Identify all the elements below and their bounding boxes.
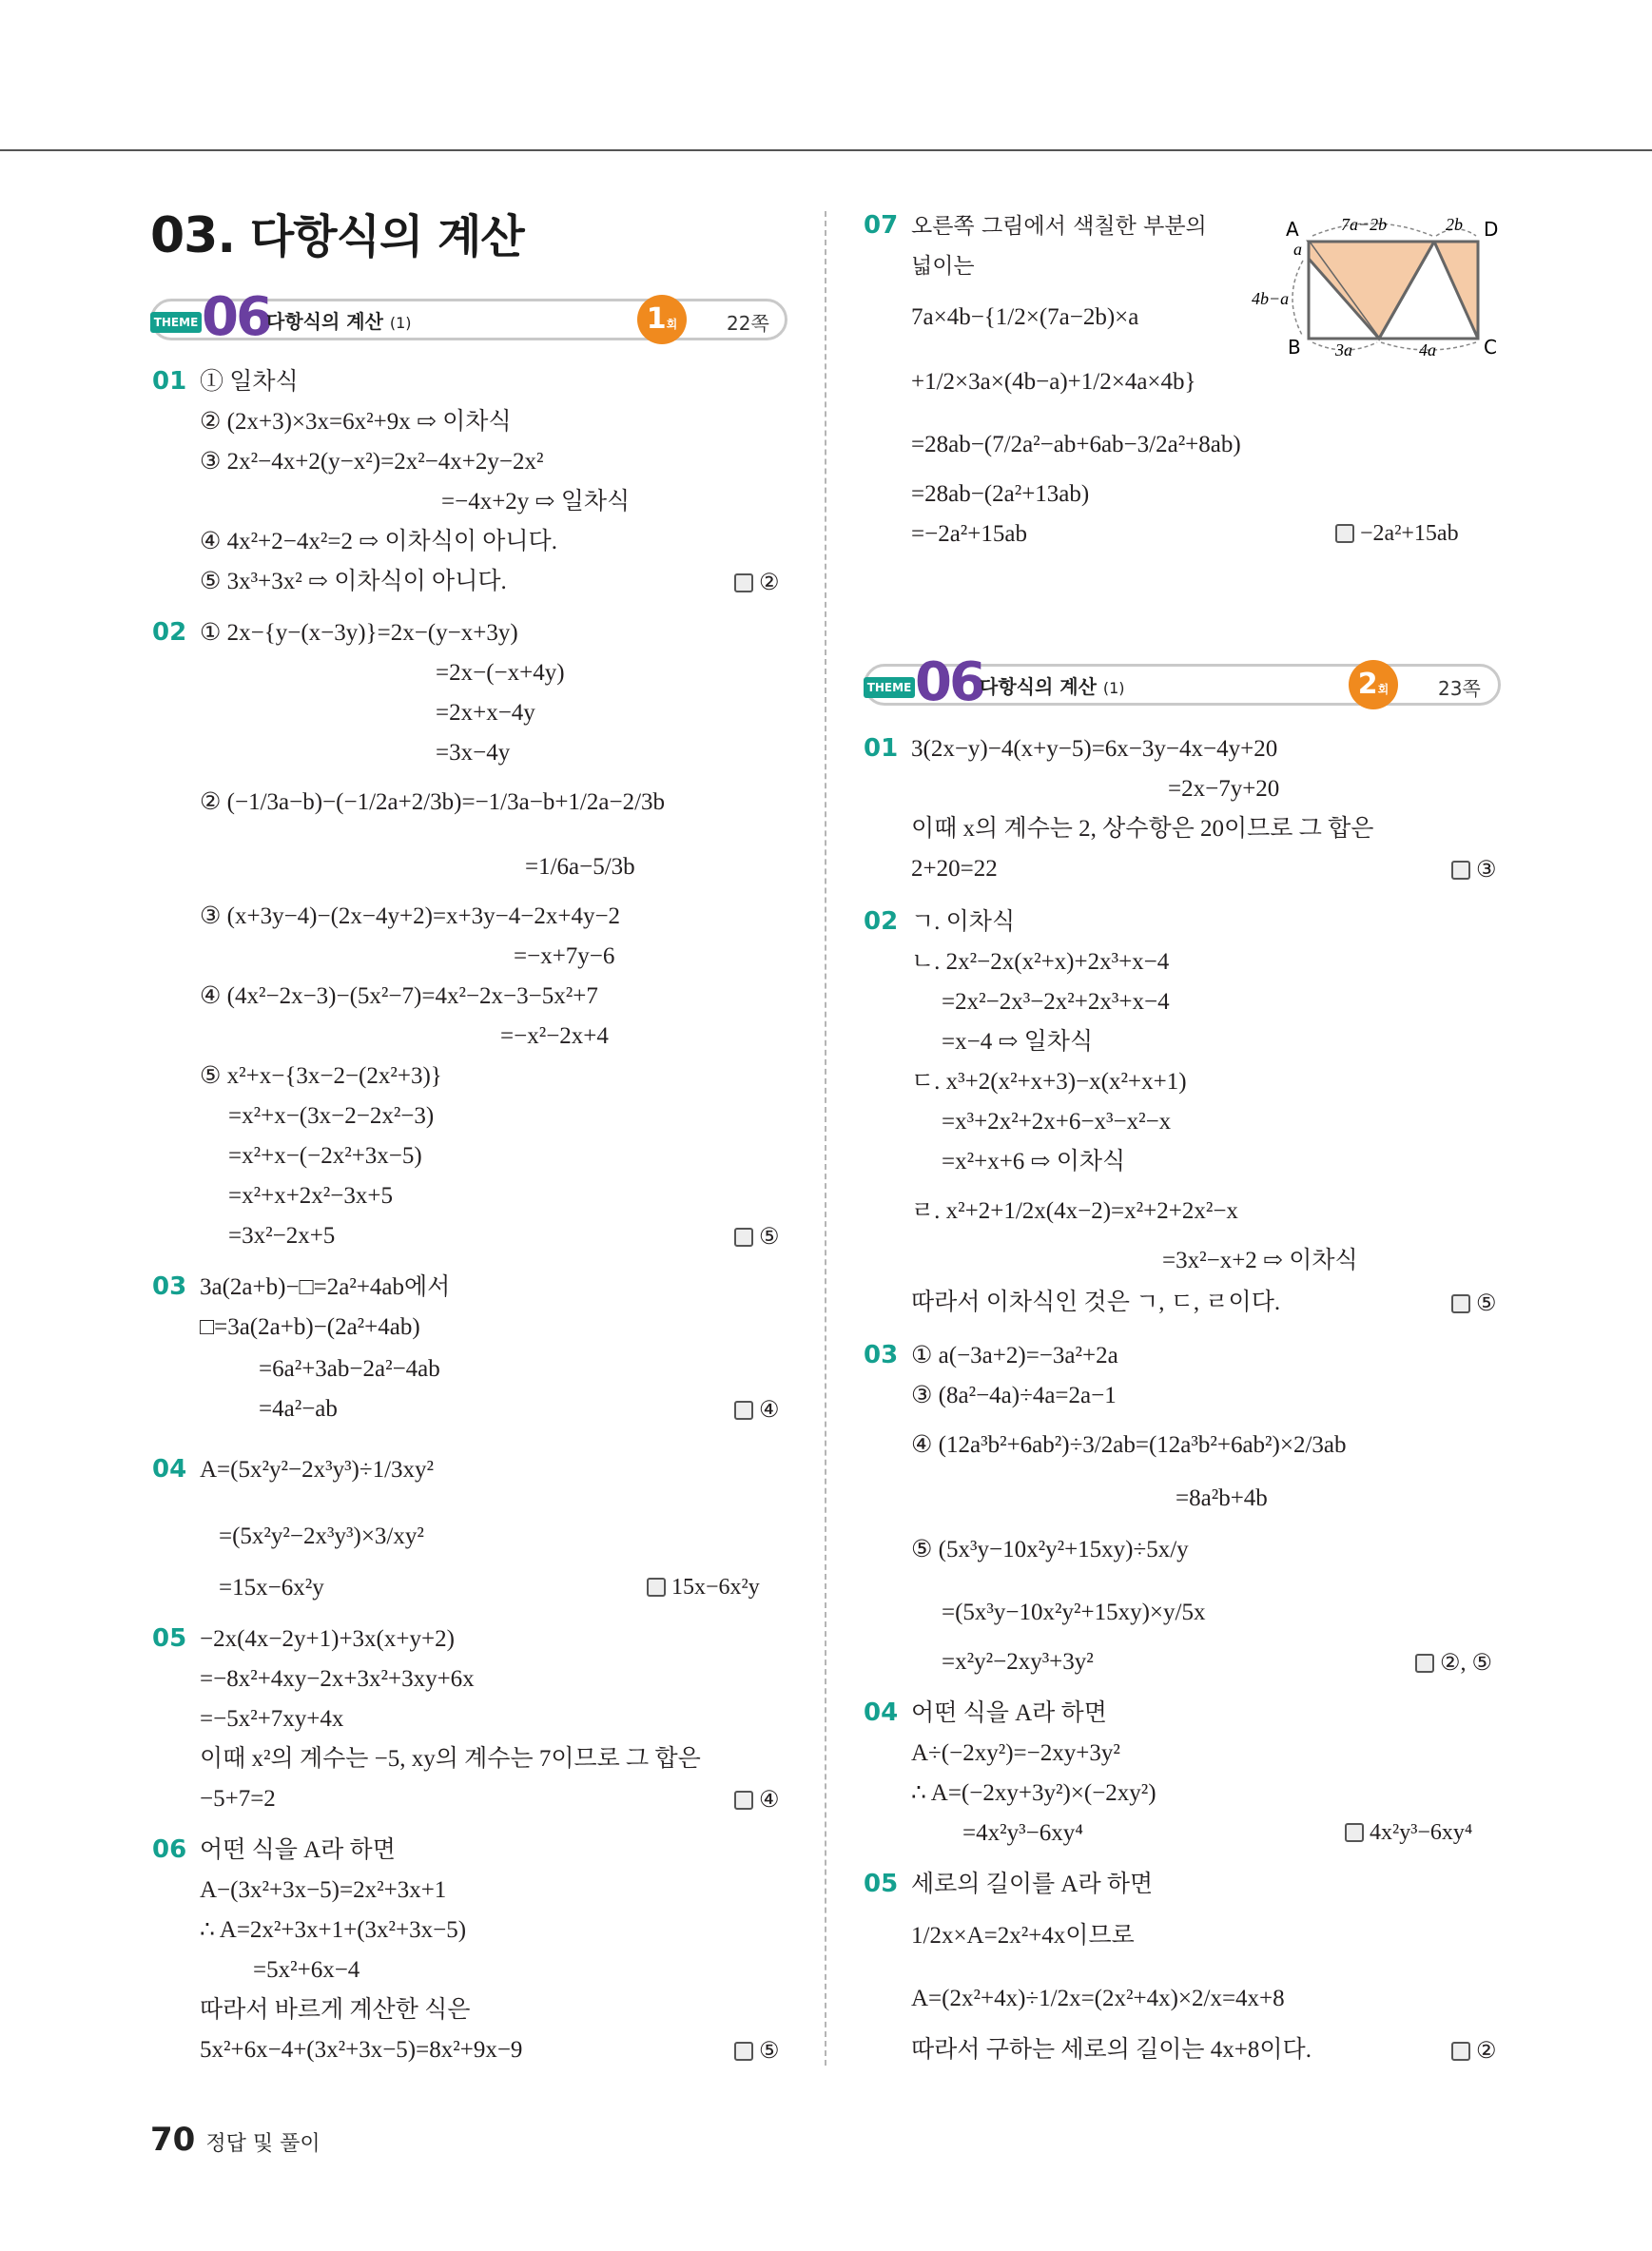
answer-mark: −2a²+15ab [1335, 521, 1459, 547]
solution-line: A−(3x²+3x−5)=2x²+3x+1 [200, 1877, 447, 1903]
solution-line: 따라서 구하는 세로의 길이는 4x+8이다. [911, 2037, 1312, 2063]
solution-line: =−5x²+7xy+4x [200, 1706, 344, 1732]
solution-line: ④ 4x²+2−4x²=2 ⇨ 이차식이 아니다. [200, 529, 557, 554]
answer-mark: 4x²y³−6xy⁴ [1345, 1820, 1472, 1846]
answer-icon [734, 1228, 753, 1247]
answer-icon [734, 1791, 753, 1810]
page-number: 70 [150, 2121, 196, 2159]
shaded-triangle-left [1309, 242, 1434, 339]
dim-label: 2b [1446, 215, 1463, 234]
solution-line: ⑤ 3x³+3x² ⇨ 이차식이 아니다. [200, 569, 507, 594]
solution-line: ① 일차식 [200, 369, 299, 395]
theme-number: 06 [202, 286, 270, 348]
solution-line: =x³+2x²+2x+6−x³−x²−x [942, 1109, 1172, 1135]
solution-line: =−x+7y−6 [514, 943, 615, 969]
solution-line: 5x²+6x−4+(3x²+3x−5)=8x²+9x−9 [200, 2037, 523, 2063]
solution-line: ∴ A=2x²+3x+1+(3x²+3x−5) [200, 1917, 467, 1943]
answer-icon [734, 1401, 753, 1420]
vertex-label-a: A [1286, 218, 1299, 241]
dim-label: a [1293, 240, 1302, 259]
top-rule [0, 149, 1652, 151]
answer-icon [1345, 1823, 1364, 1842]
problem-number: 02 [864, 907, 899, 936]
solution-line: −2x(4x−2y+1)+3x(x+y+2) [200, 1626, 455, 1652]
dim-arc [1292, 261, 1303, 337]
theme-page-ref: 23쪽 [1438, 677, 1481, 700]
solution-line: =2x−7y+20 [1168, 776, 1280, 802]
solution-line: ③ (x+3y−4)−(2x−4y+2)=x+3y−4−2x+4y−2 [200, 903, 621, 929]
theme-title: 다항식의 계산 (1) [980, 675, 1125, 698]
solution-line: =5x²+6x−4 [253, 1957, 360, 1983]
answer-icon [734, 2042, 753, 2061]
problem-number: 06 [152, 1835, 187, 1864]
answer-mark: ②, ⑤ [1415, 1649, 1492, 1677]
answer-icon [734, 573, 753, 592]
answer-icon [1335, 524, 1354, 543]
answer-mark: ⑤ [734, 2037, 780, 2065]
solution-line: ㄴ. 2x²−2x(x²+x)+2x³+x−4 [911, 949, 1170, 975]
dim-label: 7a−2b [1341, 215, 1388, 234]
chapter-number: 03. [150, 207, 236, 264]
round-badge: 1회 [637, 295, 687, 344]
solution-line: ∴ A=(−2xy+3y²)×(−2xy²) [911, 1780, 1156, 1806]
solution-line: A÷(−2xy²)=−2xy+3y² [911, 1740, 1120, 1766]
solution-line: =15x−6x²y [219, 1575, 324, 1601]
theme-bar-2 [864, 651, 1501, 713]
solution-line: A=(5x²y²−2x³y³)÷1/3xy² [200, 1457, 435, 1483]
theme-title: 다항식의 계산 (1) [266, 310, 412, 333]
solution-line: =−x²−2x+4 [500, 1023, 609, 1049]
solution-line: 넓이는 [911, 254, 975, 279]
solution-line: ③ 2x²−4x+2(y−x²)=2x²−4x+2y−2x² [200, 449, 544, 475]
solution-line: =4a²−ab [259, 1396, 338, 1422]
problem-number: 03 [152, 1272, 187, 1301]
solution-line: A=(2x²+4x)÷1/2x=(2x²+4x)×2/x=4x+8 [911, 1986, 1285, 2011]
solution-line: =x²+x−(3x−2−2x²−3) [228, 1103, 435, 1129]
solution-line: 따라서 이차식인 것은 ㄱ, ㄷ, ㄹ이다. [911, 1290, 1281, 1315]
solution-line: ⑤ (5x³y−10x²y²+15xy)÷5x/y [911, 1537, 1189, 1562]
solution-line: 이때 x의 계수는 2, 상수항은 20이므로 그 합은 [911, 816, 1374, 842]
solution-line: =8a²b+4b [1176, 1485, 1268, 1511]
solution-line: 세로의 길이를 A라 하면 [911, 1872, 1154, 1897]
solution-line: 오른쪽 그림에서 색칠한 부분의 [911, 214, 1207, 239]
problem-number: 03 [864, 1341, 899, 1369]
dim-label: 4a [1419, 340, 1436, 359]
dim-label: 3a [1335, 340, 1352, 359]
footer-label: 정답 및 풀이 [205, 2132, 321, 2156]
problem-number: 05 [864, 1870, 899, 1898]
solution-line: ④ (12a³b²+6ab²)÷3/2ab=(12a³b²+6ab²)×2/3ab [911, 1432, 1347, 1458]
solution-line: =2x+x−4y [436, 700, 535, 726]
solution-line: ㄷ. x³+2(x²+x+3)−x(x²+x+1) [911, 1069, 1187, 1095]
solution-line: =x²+x+2x²−3x+5 [228, 1183, 393, 1209]
answer-icon [1451, 861, 1470, 880]
problem-number: 02 [152, 618, 187, 647]
solution-line: ㄱ. 이차식 [911, 909, 1016, 935]
solution-line: =−8x²+4xy−2x+3x²+3xy+6x [200, 1666, 475, 1692]
solution-line: =x²y²−2xy³+3y² [942, 1649, 1094, 1675]
solution-line: ① 2x−{y−(x−3y)}=2x−(y−x+3y) [200, 620, 518, 646]
dim-label: 4b−a [1252, 289, 1290, 308]
solution-line: =3x²−x+2 ⇨ 이차식 [1162, 1248, 1358, 1273]
answer-icon [1451, 1294, 1470, 1313]
problem-number: 05 [152, 1624, 187, 1653]
chapter-heading [150, 200, 524, 265]
solution-line: =28ab−(2a²+13ab) [911, 481, 1090, 507]
answer-icon [1415, 1654, 1434, 1673]
theme-page-ref: 22쪽 [727, 312, 769, 335]
solution-line: 2+20=22 [911, 856, 998, 882]
solution-line: 어떤 식을 A라 하면 [911, 1700, 1107, 1726]
chapter-title: 다항식의 계산 [249, 210, 524, 263]
rectangle-figure [1236, 211, 1512, 363]
solution-line: ⑤ x²+x−{3x−2−(2x²+3)} [200, 1063, 442, 1089]
solution-line: 따라서 바르게 계산한 식은 [200, 1997, 471, 2023]
solution-line: =3x²−2x+5 [228, 1223, 336, 1249]
solution-line: 이때 x²의 계수는 −5, xy의 계수는 7이므로 그 합은 [200, 1746, 701, 1772]
vertex-label-d: D [1484, 218, 1499, 241]
solution-line: 7a×4b−{1/2×(7a−2b)×a [911, 304, 1139, 330]
answer-mark: ⑤ [734, 1223, 780, 1251]
solution-line: 1/2x×A=2x²+4x이므로 [911, 1923, 1135, 1949]
solution-line: −5+7=2 [200, 1786, 276, 1812]
answer-icon [647, 1578, 666, 1597]
theme-bar-1 [150, 286, 787, 348]
answer-mark: ⑤ [1451, 1290, 1497, 1317]
solution-line: =(5x²y²−2x³y³)×3/xy² [219, 1523, 424, 1549]
solution-line: =28ab−(7/2a²−ab+6ab−3/2a²+8ab) [911, 432, 1241, 457]
column-divider [825, 211, 826, 2066]
solution-line: =−4x+2y ⇨ 일차식 [441, 489, 631, 514]
solution-line: 3(2x−y)−4(x+y−5)=6x−3y−4x−4y+20 [911, 736, 1278, 762]
solution-line: ④ (4x²−2x−3)−(5x²−7)=4x²−2x−3−5x²+7 [200, 983, 598, 1009]
solution-line: +1/2×3a×(4b−a)+1/2×4a×4b} [911, 369, 1196, 395]
solution-line: =−2a²+15ab [911, 521, 1027, 547]
answer-mark: ④ [734, 1396, 780, 1424]
solution-line: =x²+x−(−2x²+3x−5) [228, 1143, 422, 1169]
solution-line: =2x−(−x+4y) [436, 660, 565, 686]
page-footer [150, 2121, 321, 2159]
round-badge: 2회 [1349, 660, 1398, 709]
vertex-label-c: C [1484, 336, 1497, 359]
solution-line: □=3a(2a+b)−(2a²+4ab) [200, 1314, 420, 1340]
problem-number: 01 [864, 734, 899, 763]
solution-line: =1/6a−5/3b [525, 854, 635, 880]
solution-line: 3a(2a+b)−□=2a²+4ab에서 [200, 1274, 451, 1300]
solution-line: =x−4 ⇨ 일차식 [942, 1029, 1094, 1055]
theme-number: 06 [915, 651, 983, 713]
solution-line: ③ (8a²−4a)÷4a=2a−1 [911, 1383, 1117, 1408]
solution-line: =6a²+3ab−2a²−4ab [259, 1356, 440, 1382]
answer-mark: 15x−6x²y [647, 1575, 760, 1601]
vertex-label-b: B [1288, 336, 1301, 359]
theme-tag: THEME [150, 312, 202, 333]
solution-line: =4x²y³−6xy⁴ [962, 1820, 1083, 1846]
problem-number: 01 [152, 367, 187, 396]
solution-line: ② (−1/3a−b)−(−1/2a+2/3b)=−1/3a−b+1/2a−2/3b [200, 789, 666, 815]
solution-line: 어떤 식을 A라 하면 [200, 1837, 396, 1863]
solution-line: =2x²−2x³−2x²+2x³+x−4 [942, 989, 1170, 1015]
answer-mark: ④ [734, 1786, 780, 1814]
answer-mark: ③ [1451, 856, 1497, 883]
problem-number: 04 [864, 1698, 899, 1727]
answer-mark: ② [734, 569, 780, 596]
answer-mark: ② [1451, 2037, 1497, 2065]
theme-tag: THEME [864, 677, 915, 698]
problem-number: 04 [152, 1455, 187, 1484]
solution-line: ② (2x+3)×3x=6x²+9x ⇨ 이차식 [200, 409, 512, 435]
solution-line: =3x−4y [436, 740, 511, 766]
solution-line: ① a(−3a+2)=−3a²+2a [911, 1343, 1118, 1368]
answer-icon [1451, 2042, 1470, 2061]
solution-line: ㄹ. x²+2+1/2x(4x−2)=x²+2+2x²−x [911, 1198, 1238, 1224]
solution-line: =x²+x+6 ⇨ 이차식 [942, 1149, 1126, 1174]
solution-line: =(5x³y−10x²y²+15xy)×y/5x [942, 1600, 1206, 1625]
problem-number: 07 [864, 211, 899, 240]
